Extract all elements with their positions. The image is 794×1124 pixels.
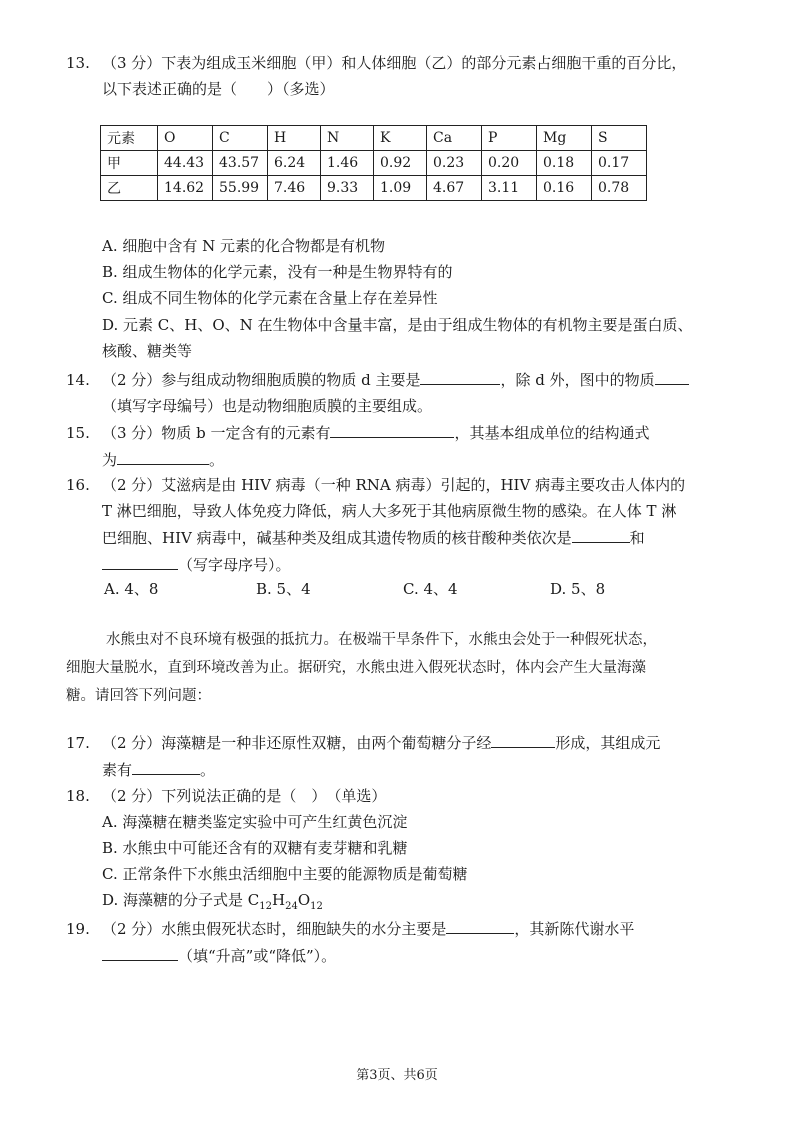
table-header-cell: 元素 [101,126,158,151]
table-cell: 1.09 [374,176,427,201]
table-cell: 0.78 [592,176,647,201]
table-cell: 0.20 [482,151,537,176]
table-header-cell: P [482,126,537,151]
question-stem-cont: 巴细胞、HIV 病毒中，碱基种类及组成其遗传物质的核苷酸种类依次是 [102,529,572,547]
page-footer: 第3页、共6页 [356,1068,438,1083]
table-cell: 4.67 [427,176,482,201]
option-d: D. 元素 C、H、O、N 在生物体中含量丰富，是由于组成生物体的有机物主要是蛋白质、 [102,316,693,334]
option-c: C. 组成不同生物体的化学元素在含量上存在差异性 [102,289,438,307]
option-a: A. 细胞中含有 N 元素的化合物都是有机物 [102,237,386,255]
question-stem-cont: T 淋巴细胞，导致人体免疫力降低，病人大多死于其他病原微生物的感染。在人体 T 淋 [102,502,677,520]
table-cell: 0.23 [427,151,482,176]
question-19 [66,915,696,969]
table-cell: 44.43 [158,151,213,176]
question-stem: ，其基本组成单位的结构通式 [454,424,650,442]
question-stem: （2 分）参与组成动物细胞质膜的物质 d 主要是 [102,371,421,389]
option-a: A. 4、8 [104,580,159,598]
answer-blank[interactable] [330,419,454,438]
reading-passage [66,626,694,710]
table-cell: 0.92 [374,151,427,176]
table-header-cell: H [268,126,321,151]
question-stem: ，其新陈代谢水平 [514,920,635,938]
table-cell: 6.24 [268,151,321,176]
table-cell: 55.99 [213,176,268,201]
question-16 [66,472,696,578]
question-number: 16. [66,476,90,494]
question-number: 17. [66,734,90,752]
table-header-cell: S [592,126,647,151]
option-a: A. 海藻糖在糖类鉴定实验中可产生红黄色沉淀 [102,813,408,831]
table-header-cell: K [374,126,427,151]
question-stem-cont: 。 [200,761,216,779]
answer-blank[interactable] [117,446,209,465]
question-13 [66,50,696,102]
answer-blank[interactable] [655,366,689,385]
passage-line: 水熊虫对不良环境有极强的抵抗力。在极端干旱条件下，水熊虫会处于一种假死状态， [106,632,657,648]
question-number: 14. [66,371,90,389]
question-stem: （2 分）下列说法正确的是（ ） （单选） [102,787,387,805]
question-number: 15. [66,424,90,442]
question-stem-cont: （填写字母编号）也是动物细胞质膜的主要组成。 [102,397,433,415]
option-d: D. 5、8 [550,580,606,598]
answer-blank[interactable] [132,756,200,775]
option-c: C. 4、4 [403,580,458,598]
question-stem-cont: 和 [629,529,645,547]
question-15 [66,419,696,473]
answer-blank[interactable] [420,366,500,385]
question-18 [66,783,696,809]
passage-line: 糖。请回答下列问题： [66,688,211,704]
option-b: B. 水熊虫中可能还含有的双糖有麦芽糖和乳糖 [102,839,408,857]
table-cell: 3.11 [482,176,537,201]
question-stem: （3 分）物质 b 一定含有的元素有 [102,424,331,442]
question-stem: （3 分）下表为组成玉米细胞（甲）和人体细胞（乙）的部分元素占细胞干重的百分比， [102,54,687,72]
table-header-cell: C [213,126,268,151]
answer-blank[interactable] [102,551,178,570]
table-row [101,151,647,176]
option-d: D. 海藻糖的分子式是 $C_{12}H_{24}O_{12}$ [102,891,323,912]
question-stem-cont: 以下表述正确的是（ ）（多选） [102,80,335,98]
table-cell: 43.57 [213,151,268,176]
table-cell: 0.18 [537,151,592,176]
table-row [101,176,647,201]
table-cell: 1.46 [321,151,374,176]
question-stem: （2 分）海藻糖是一种非还原性双糖，由两个葡萄糖分子经 [102,734,492,752]
question-17 [66,729,696,783]
table-cell: 甲 [101,151,158,176]
answer-blank[interactable] [572,524,630,543]
question-stem-cont: 为 [102,451,118,469]
table-header-row [101,126,647,151]
option-b: B. 5、4 [256,580,311,598]
question-14 [66,366,696,419]
table-header-cell: Mg [537,126,592,151]
answer-blank[interactable] [102,942,178,961]
option-d-cont: 核酸、糖类等 [102,342,193,360]
table-header-cell: N [321,126,374,151]
question-stem-cont: 。 [209,451,225,469]
question-stem-cont: （填“升高”或“降低”）。 [178,947,337,965]
question-number: 19. [66,920,90,938]
option-c: C. 正常条件下水熊虫活细胞中主要的能源物质是葡萄糖 [102,865,468,883]
table-cell: 0.16 [537,176,592,201]
table-header-cell: Ca [427,126,482,151]
question-stem: （2 分）水熊虫假死状态时，细胞缺失的水分主要是 [102,920,447,938]
question-stem-cont: （写字母序号）。 [178,556,291,574]
table-cell: 9.33 [321,176,374,201]
question-stem: （2 分）艾滋病是由 HIV 病毒（一种 RNA 病毒）引起的，HIV 病毒主要攻击人体内的 [102,476,686,494]
answer-blank[interactable] [446,915,514,934]
passage-line: 细胞大量脱水，直到环境改善为止。据研究，水熊虫进入假死状态时，体内会产生大量海藻 [66,660,646,676]
table-cell: 0.17 [592,151,647,176]
question-number: 13. [66,54,90,72]
question-stem: ，除 d 外，图中的物质 [500,371,655,389]
element-percentage-table [100,125,647,201]
question-stem-cont: 素有 [102,761,133,779]
question-stem: 形成，其组成元 [555,734,661,752]
table-cell: 14.62 [158,176,213,201]
option-b: B. 组成生物体的化学元素，没有一种是生物界特有的 [102,263,453,281]
table-cell: 乙 [101,176,158,201]
table-header-cell: O [158,126,213,151]
question-number: 18. [66,787,90,805]
table-cell: 7.46 [268,176,321,201]
answer-blank[interactable] [491,729,555,748]
